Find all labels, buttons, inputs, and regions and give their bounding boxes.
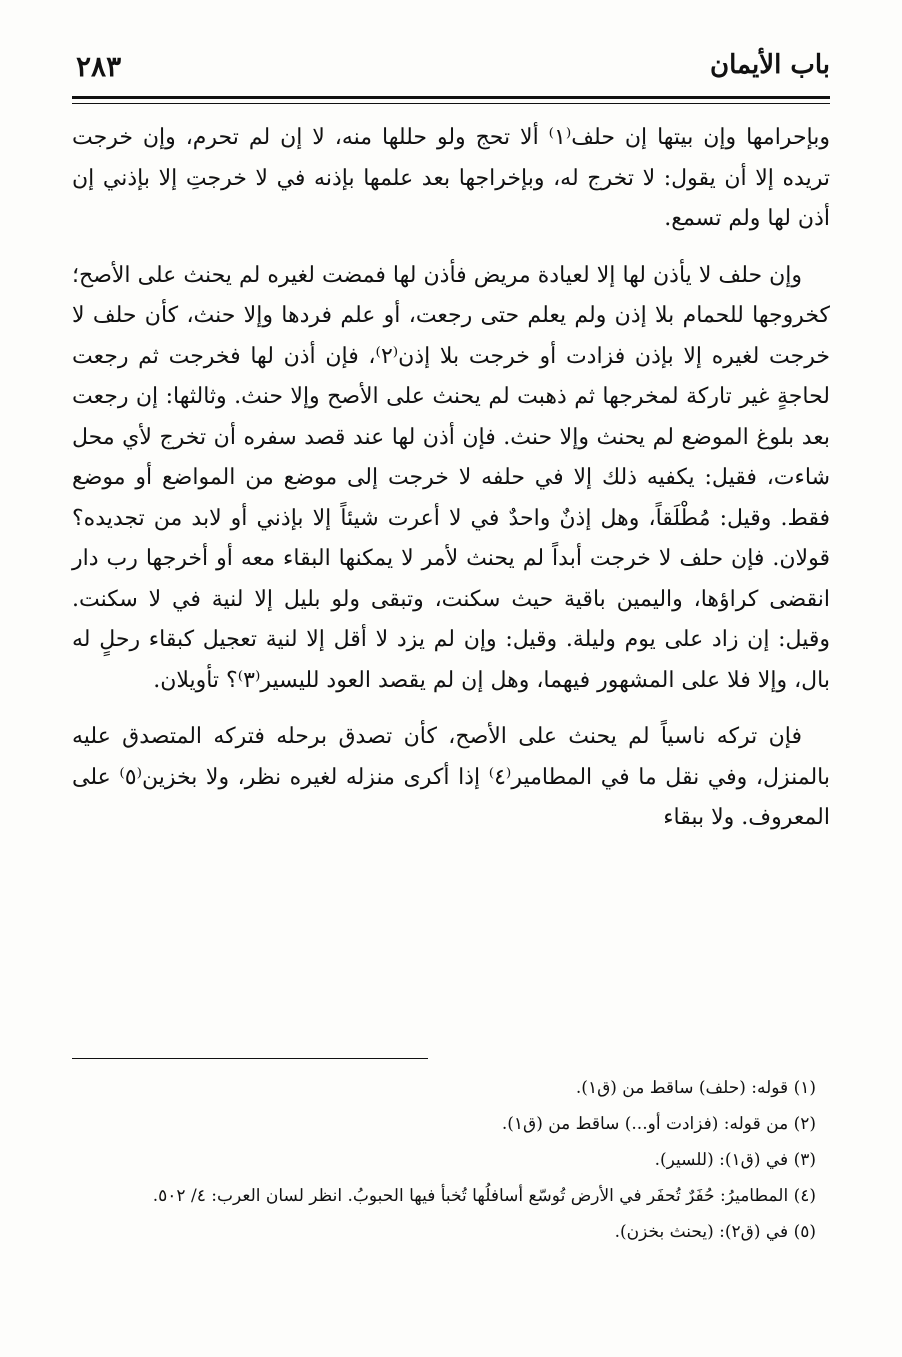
paragraph-3: فإن تركه ناسياً لم يحنث على الأصح، كأن تصدق برحله فتركه المتصدق عليه بالمنزل، وفي نقل ما في المطامير⁽٤⁾ إذا أكرى منزله لغيره نظر، ولا بخزين⁽٥⁾ على المعروف. ولا ببقاء: [72, 724, 830, 830]
footnote-separator: [72, 1058, 428, 1059]
footnote-5: (٥) في (ق٢): (يحنث بخزن).: [614, 1222, 816, 1242]
header-rule-thin: [72, 103, 830, 104]
footnote-3: (٣) في (ق١): (للسير).: [654, 1150, 816, 1170]
paragraph-1: وبإحرامها وإن بيتها إن حلف⁽١⁾ ألا تحج ولو حللها منه، لا إن لم تحرم، وإن خرجت تريده إلا أن يقول: لا تخرج له، وبإخراجها بعد علمها بإذنه في لا خرجتِ إلا بإذني إن أذن لها ولم تسمع.: [72, 125, 830, 231]
header-rule-thick: [72, 96, 830, 99]
page-number: ٢٨٣: [76, 50, 122, 83]
paragraph-2: وإن حلف لا يأذن لها إلا لعيادة مريض فأذن لها فمضت لغيره لم يحنث على الأصح؛ كخروجها للحمام بلا إذن ولم يعلم حتى رجعت، أو علم فردها وإلا حنث، كأن حلف لا خرجت لغيره إلا بإذن فزادت أو خرجت بلا إذن⁽٢⁾، فإن أذن لها فخرجت ثم رجعت لحاجةٍ غير تاركة لمخرجها ثم ذهبت لم يحنث على الأصح وإلا حنث. وثالثها: إن رجعت بعد بلوغ الموضع لم يحنث وإلا حنث. فإن أذن لها عند قصد سفره أن تخرج لأي محل شاءت، فقيل: يكفيه ذلك إلا في حلفه لا خرجت إلى موضع من المواضع أو موضع فقط. وقيل: مُطْلَقاً، وهل إذنٌ واحدٌ في لا أعرت شيئاً إلا بإذني أو لابد من تجديده؟ قولان. فإن حلف لا خرجت أبداً لم يحنث لأمر لا يمكنها البقاء معه أو أخرجها رب دار انقضى كراؤها، واليمين باقية حيث سكنت، وتبقى ولو بليل إلا لنية في لا سكنت. وقيل: إن زاد على يوم وليلة. وقيل: وإن لم يزد لا أقل إلا لنية تعجيل كبقاء رحلٍ له بال، وإلا فلا على المشهور فيهما، وهل إن لم يقصد العود لليسير⁽٣⁾؟ تأويلان.: [72, 262, 831, 693]
footnotes: [72, 1070, 816, 1250]
page-header: [72, 50, 830, 90]
main-text: [72, 118, 830, 839]
footnote-1: (١) قوله: (حلف) ساقط من (ق١).: [575, 1078, 816, 1098]
footnote-2: (٢) من قوله: (فزادت أو...) ساقط من (ق١).: [501, 1114, 816, 1134]
running-title: باب الأيمان: [709, 50, 830, 80]
footnote-4: (٤) المطاميرُ: حُفَرٌ تُحفَر في الأرض تُوسّع أسافلُها تُخبأ فيها الحبوبُ. انظر لسان العرب: ٤/ ٥٠٢.: [152, 1186, 816, 1206]
